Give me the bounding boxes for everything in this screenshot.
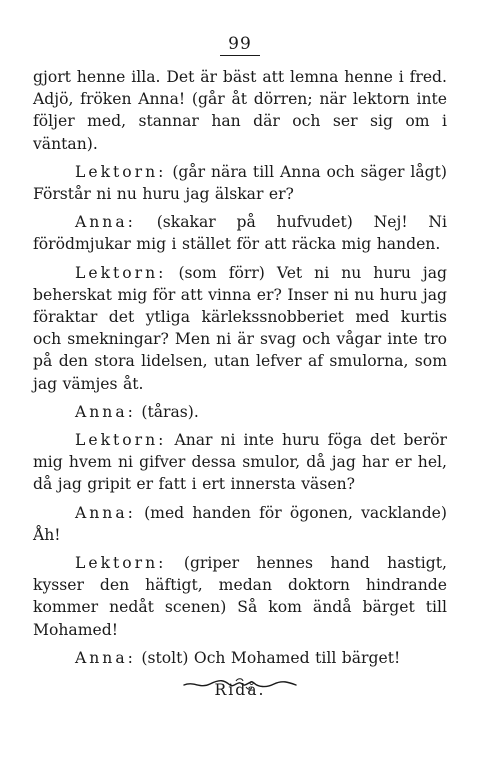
dialogue-line (33, 161, 447, 205)
flourish-ornament-icon (0, 676, 480, 696)
dialogue-line (33, 262, 447, 395)
speaker-name: Lektorn: (75, 554, 167, 573)
speaker-name: Anna: (75, 648, 136, 667)
flourish-ornament-icon (180, 676, 300, 692)
dialogue-line (33, 502, 447, 546)
paragraph-continuation (33, 66, 447, 155)
speaker-name: Anna: (75, 402, 136, 421)
speaker-name: Lektorn: (75, 162, 167, 181)
dialogue-line (33, 647, 447, 669)
page-number: 99 (0, 34, 480, 56)
dialogue-line (33, 211, 447, 255)
dialogue-text: (griper hennes hand hastigt, kysser den häftigt, medan doktorn hindrande kommer nedåt scenen) Så kom ändå bärget till Mohamed! (33, 554, 447, 639)
dialogue-text: (tåras). (141, 402, 199, 421)
speaker-name: Lektorn: (75, 431, 167, 450)
dialogue-line (33, 401, 447, 423)
paragraph-text: gjort henne illa. Det är bäst att lemna henne i fred. Adjö, fröken Anna! (går åt dörren; när lektorn inte följer med, stannar han där och ser sig om i väntan). (33, 68, 447, 153)
speaker-name: Lektorn: (75, 263, 167, 282)
dialogue-text: (stolt) Och Mohamed till bärget! (141, 648, 401, 667)
dialogue-text: (med handen för ögonen, vacklande) Åh! (33, 503, 447, 544)
curtain-line: Ridå. (214, 681, 266, 700)
speaker-name: Anna: (75, 213, 136, 232)
dialogue-text: (går nära till Anna och säger lågt) Förstår ni nu huru jag älskar er? (33, 162, 447, 204)
dialogue-line (33, 429, 447, 496)
dialogue-text: (skakar på hufvudet) Nej! Ni förödmjukar mig i stället för att räcka mig handen. (33, 213, 447, 254)
play-text (33, 66, 447, 701)
dialogue-line (33, 552, 447, 641)
dialogue-text: Anar ni inte huru föga det berör mig hvem ni gifver dessa smulor, då jag har er hel, då jag gripit er fatt i ert innersta väsen? (33, 431, 447, 494)
dialogue-text: (som förr) Vet ni nu huru jag beherskat mig för att vinna er? Inser ni nu huru jag föraktar det ytliga kärlekssnobberiet med kurtis och smekningar? Men ni är svag och vågar inte tro på den stora lidelsen, utan lefver af smulorna, som jag vämjes åt. (33, 263, 447, 393)
speaker-name: Anna: (75, 503, 136, 522)
